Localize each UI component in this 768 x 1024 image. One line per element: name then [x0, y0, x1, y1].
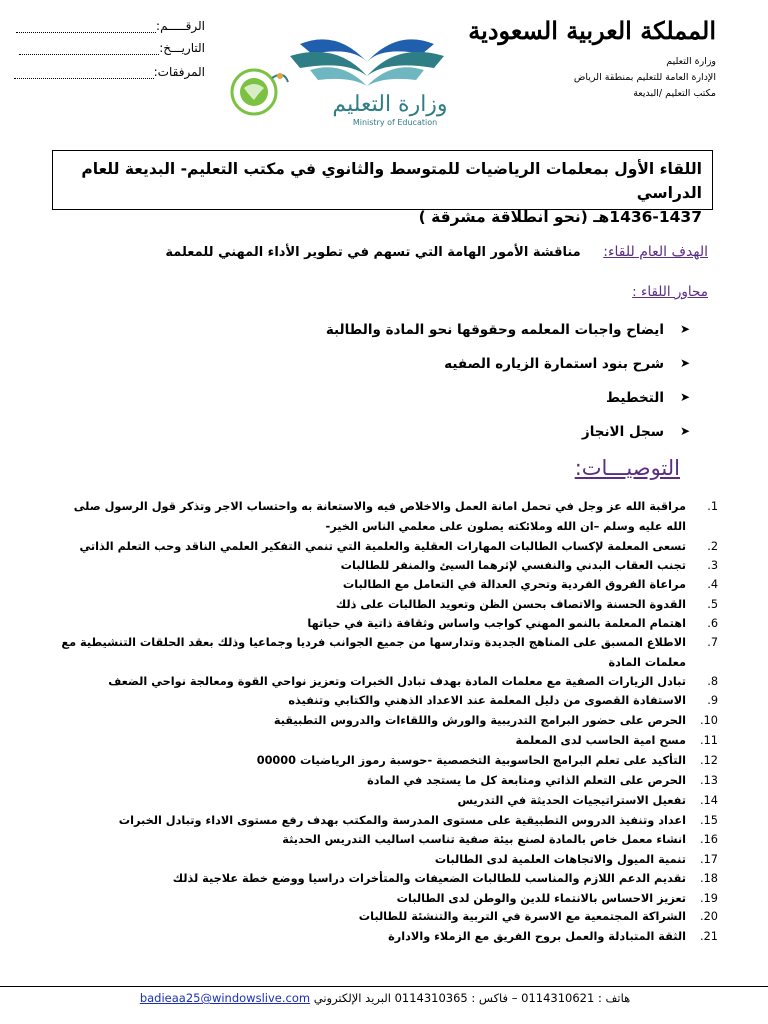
title-box — [52, 150, 713, 226]
recommendation-number: 7. — [707, 636, 718, 649]
recommendation-text: تفعيل الاستراتيجيات الحديثة في التدريس — [457, 794, 686, 807]
memo-date-field — [0, 41, 205, 55]
goal-text: مناقشة الأمور الهامة التي تسهم في تطوير الأداء المهني للمعلمة — [165, 245, 581, 260]
recommendation-number: 20. — [700, 910, 718, 923]
recommendation-number: 2. — [707, 540, 718, 553]
footer-contact: هاتف : 0114310621 – فاكس : 0114310365 البريد الإلكتروني badieaa25@windowslive.com — [139, 991, 631, 1005]
recommendation-text: تسعى المعلمة لإكساب الطالبات المهارات العقلية والعلمية التي تنمي التفكير العلمي الناقد وحب التعلم الذاتي — [79, 540, 686, 553]
recommendation-item — [56, 672, 718, 692]
globe-emblem-icon — [214, 60, 294, 120]
axis-item — [444, 356, 690, 372]
recommendation-number: 15. — [700, 814, 718, 827]
recommendation-number: 9. — [707, 694, 718, 707]
recommendation-text: الثقة المتبادلة والعمل بروح الفريق مع الزملاء والادارة — [388, 930, 686, 943]
arrow-bullet-icon: ➤ — [679, 424, 690, 438]
axis-text: ايضاح واجبات المعلمه وحقوقها نحو المادة والطالبة — [325, 322, 664, 338]
ministry-logo-name: وزارة التعليم — [332, 92, 448, 117]
recommendation-item — [56, 595, 718, 615]
kingdom-title: المملكة العربية السعودية — [468, 16, 716, 45]
recommendation-text: مسح امية الحاسب لدى المعلمة — [515, 734, 686, 747]
memo-attachments-blank — [14, 65, 154, 79]
fax-number: 0114310365 — [394, 991, 468, 1005]
recommendation-number: 14. — [700, 794, 718, 807]
memo-attachments-label: المرفقات: — [153, 65, 205, 79]
memo-date-blank — [19, 41, 159, 55]
recommendation-item — [56, 556, 718, 576]
memo-attachments-field — [0, 65, 205, 79]
memo-date-label: التاريـــخ: — [159, 41, 205, 55]
recommendation-number: 21. — [700, 930, 718, 943]
recommendation-text: القدوة الحسنة والاتصاف بحسن الظن وتعويد الطالبات على ذلك — [335, 598, 686, 611]
recommendation-item — [56, 751, 718, 771]
recommendation-item — [56, 575, 718, 595]
recommendation-text: الحرص على حضور البرامج التدريبية والورش واللقاءات والدروس التطبيقية — [273, 714, 686, 727]
recommendation-item — [56, 907, 718, 927]
recommendation-text: تنمية الميول والاتجاهات العلمية لدى الطالبات — [434, 853, 686, 866]
recommendation-text: تبادل الزيارات الصفية مع معلمات المادة بهدف تبادل الخبرات وتعزيز نواحي القوة ومعالجة نواحي الضعف — [108, 675, 686, 688]
arrow-bullet-icon: ➤ — [679, 356, 690, 370]
phone-number: 0114310621 — [521, 991, 595, 1005]
recommendation-number: 5. — [707, 598, 718, 611]
axis-item — [325, 322, 690, 338]
general-goal — [165, 244, 708, 260]
memo-number-label: الرقـــــم: — [156, 19, 205, 33]
axis-item — [605, 390, 690, 406]
axis-item — [581, 424, 690, 440]
recommendation-item — [56, 850, 718, 870]
recommendation-text: تجنب العقاب البدني والنفسي لإثرهما السيئ والمنفر للطالبات — [340, 559, 686, 572]
recommendation-text: اهتمام المعلمة بالنمو المهني كواجب واساس وثقافة ذاتية في حياتها — [307, 617, 686, 630]
recommendation-text: مراعاة الفروق الفردية وتحري العدالة في التعامل مع الطالبات — [342, 578, 686, 591]
recommendation-text: الاستفادة القصوى من دليل المعلمة عند الاعداد الذهني والكتابي وتنفيذه — [288, 694, 686, 707]
title-line-1: اللقاء الأول بمعلمات الرياضيات للمتوسط والثانوي في مكتب التعليم- البديعة للعام الدراسي — [81, 160, 702, 202]
recommendation-number: 11. — [700, 734, 718, 747]
email-label: البريد الإلكتروني — [313, 991, 391, 1005]
ministry-lines — [476, 54, 716, 102]
memo-number-field — [0, 19, 205, 33]
ministry-line: الإدارة العامة للتعليم بمنطقة الرياض — [573, 72, 716, 83]
recommendation-item — [56, 791, 718, 811]
recommendation-number: 19. — [700, 892, 718, 905]
recommendation-item — [56, 811, 718, 831]
recommendation-text: التأكيد على تعلم البرامج الحاسوبية التخصصية -حوسبة رموز الرياضيات 00000 — [256, 754, 686, 767]
recommendation-item — [56, 771, 718, 791]
recommendation-number: 3. — [707, 559, 718, 572]
recommendation-item — [56, 691, 718, 711]
recommendation-number: 10. — [700, 714, 718, 727]
recommendation-text: الحرص على التعلم الذاتي ومتابعة كل ما يستجد في المادة — [367, 774, 686, 787]
recommendation-text: الشراكة المجتمعية مع الاسرة في التربية والتنشئة للطالبات — [358, 910, 686, 923]
recommendation-item — [56, 731, 718, 751]
arrow-bullet-icon: ➤ — [679, 322, 690, 336]
recommendation-item — [56, 927, 718, 947]
ministry-line: مكتب التعليم /البديعة — [633, 88, 716, 99]
recommendation-number: 13. — [700, 774, 718, 787]
recommendation-item — [56, 537, 718, 557]
recommendation-text: تقديم الدعم اللازم والمناسب للطالبات الضعيفات والمتأخرات دراسيا ووضع خطة علاجية لذلك — [172, 872, 686, 885]
recommendations-heading: التوصيـــات: — [574, 456, 680, 480]
recommendation-number: 8. — [707, 675, 718, 688]
recommendation-item — [56, 869, 718, 889]
ministry-logo-english: Ministry of Education — [352, 118, 438, 127]
recommendation-item — [56, 497, 718, 537]
recommendation-number: 1. — [707, 500, 718, 513]
email-link[interactable]: badieaa25@windowslive.com — [139, 991, 311, 1005]
axis-text: التخطيط — [605, 390, 664, 406]
recommendation-number: 18. — [700, 872, 718, 885]
ministry-line: وزارة التعليم — [666, 56, 716, 67]
recommendation-number: 12. — [700, 754, 718, 767]
phone-label: هاتف : — [597, 991, 631, 1005]
axis-text: سجل الانجاز — [581, 424, 664, 440]
fax-label: فاكس : — [471, 991, 509, 1005]
goal-label: الهدف العام للقاء: — [603, 244, 708, 260]
title-line-2: 1436-1437هـ (نحو انطلاقة مشرقة ) — [418, 208, 702, 226]
recommendation-number: 16. — [700, 833, 718, 846]
recommendation-item — [56, 614, 718, 634]
recommendation-item — [56, 889, 718, 909]
recommendation-text: الاطلاع المسبق على المناهج الجديدة وتدارسها من جميع الجوانب فرديا وجماعيا وذلك بعقد الحلقات التنشيطية مع معلمات المادة — [61, 636, 686, 669]
recommendation-text: انشاء معمل خاص بالمادة لصنع بيئة صفية تناسب اساليب التدريس الحديثة — [282, 833, 686, 846]
recommendation-item — [56, 830, 718, 850]
footer-divider — [0, 986, 768, 987]
arrow-bullet-icon: ➤ — [679, 390, 690, 404]
memo-number-blank — [16, 19, 156, 33]
recommendation-item — [56, 711, 718, 731]
recommendation-text: تعزيز الاحساس بالانتماء للدين والوطن لدى الطالبات — [396, 892, 686, 905]
recommendation-number: 17. — [700, 853, 718, 866]
recommendation-number: 6. — [707, 617, 718, 630]
recommendation-number: 4. — [707, 578, 718, 591]
recommendation-item — [56, 633, 718, 673]
recommendation-text: مراقبة الله عز وجل في تحمل امانة العمل والاخلاص فيه والاستعانة به واحتساب الاجر وتذكر قول الرسول صلى الله عليه وسلم –ان الله وملائكته يصلون على معلمي الناس الخير- — [73, 500, 686, 533]
recommendation-text: اعداد وتنفيذ الدروس التطبيقية على مستوى المدرسة والمكتب بهدف رفع مستوى الاداء وتبادل الخبرات — [118, 814, 686, 827]
axes-heading: محاور اللقاء : — [632, 284, 708, 300]
axis-text: شرح بنود استمارة الزياره الصفيه — [444, 356, 664, 372]
